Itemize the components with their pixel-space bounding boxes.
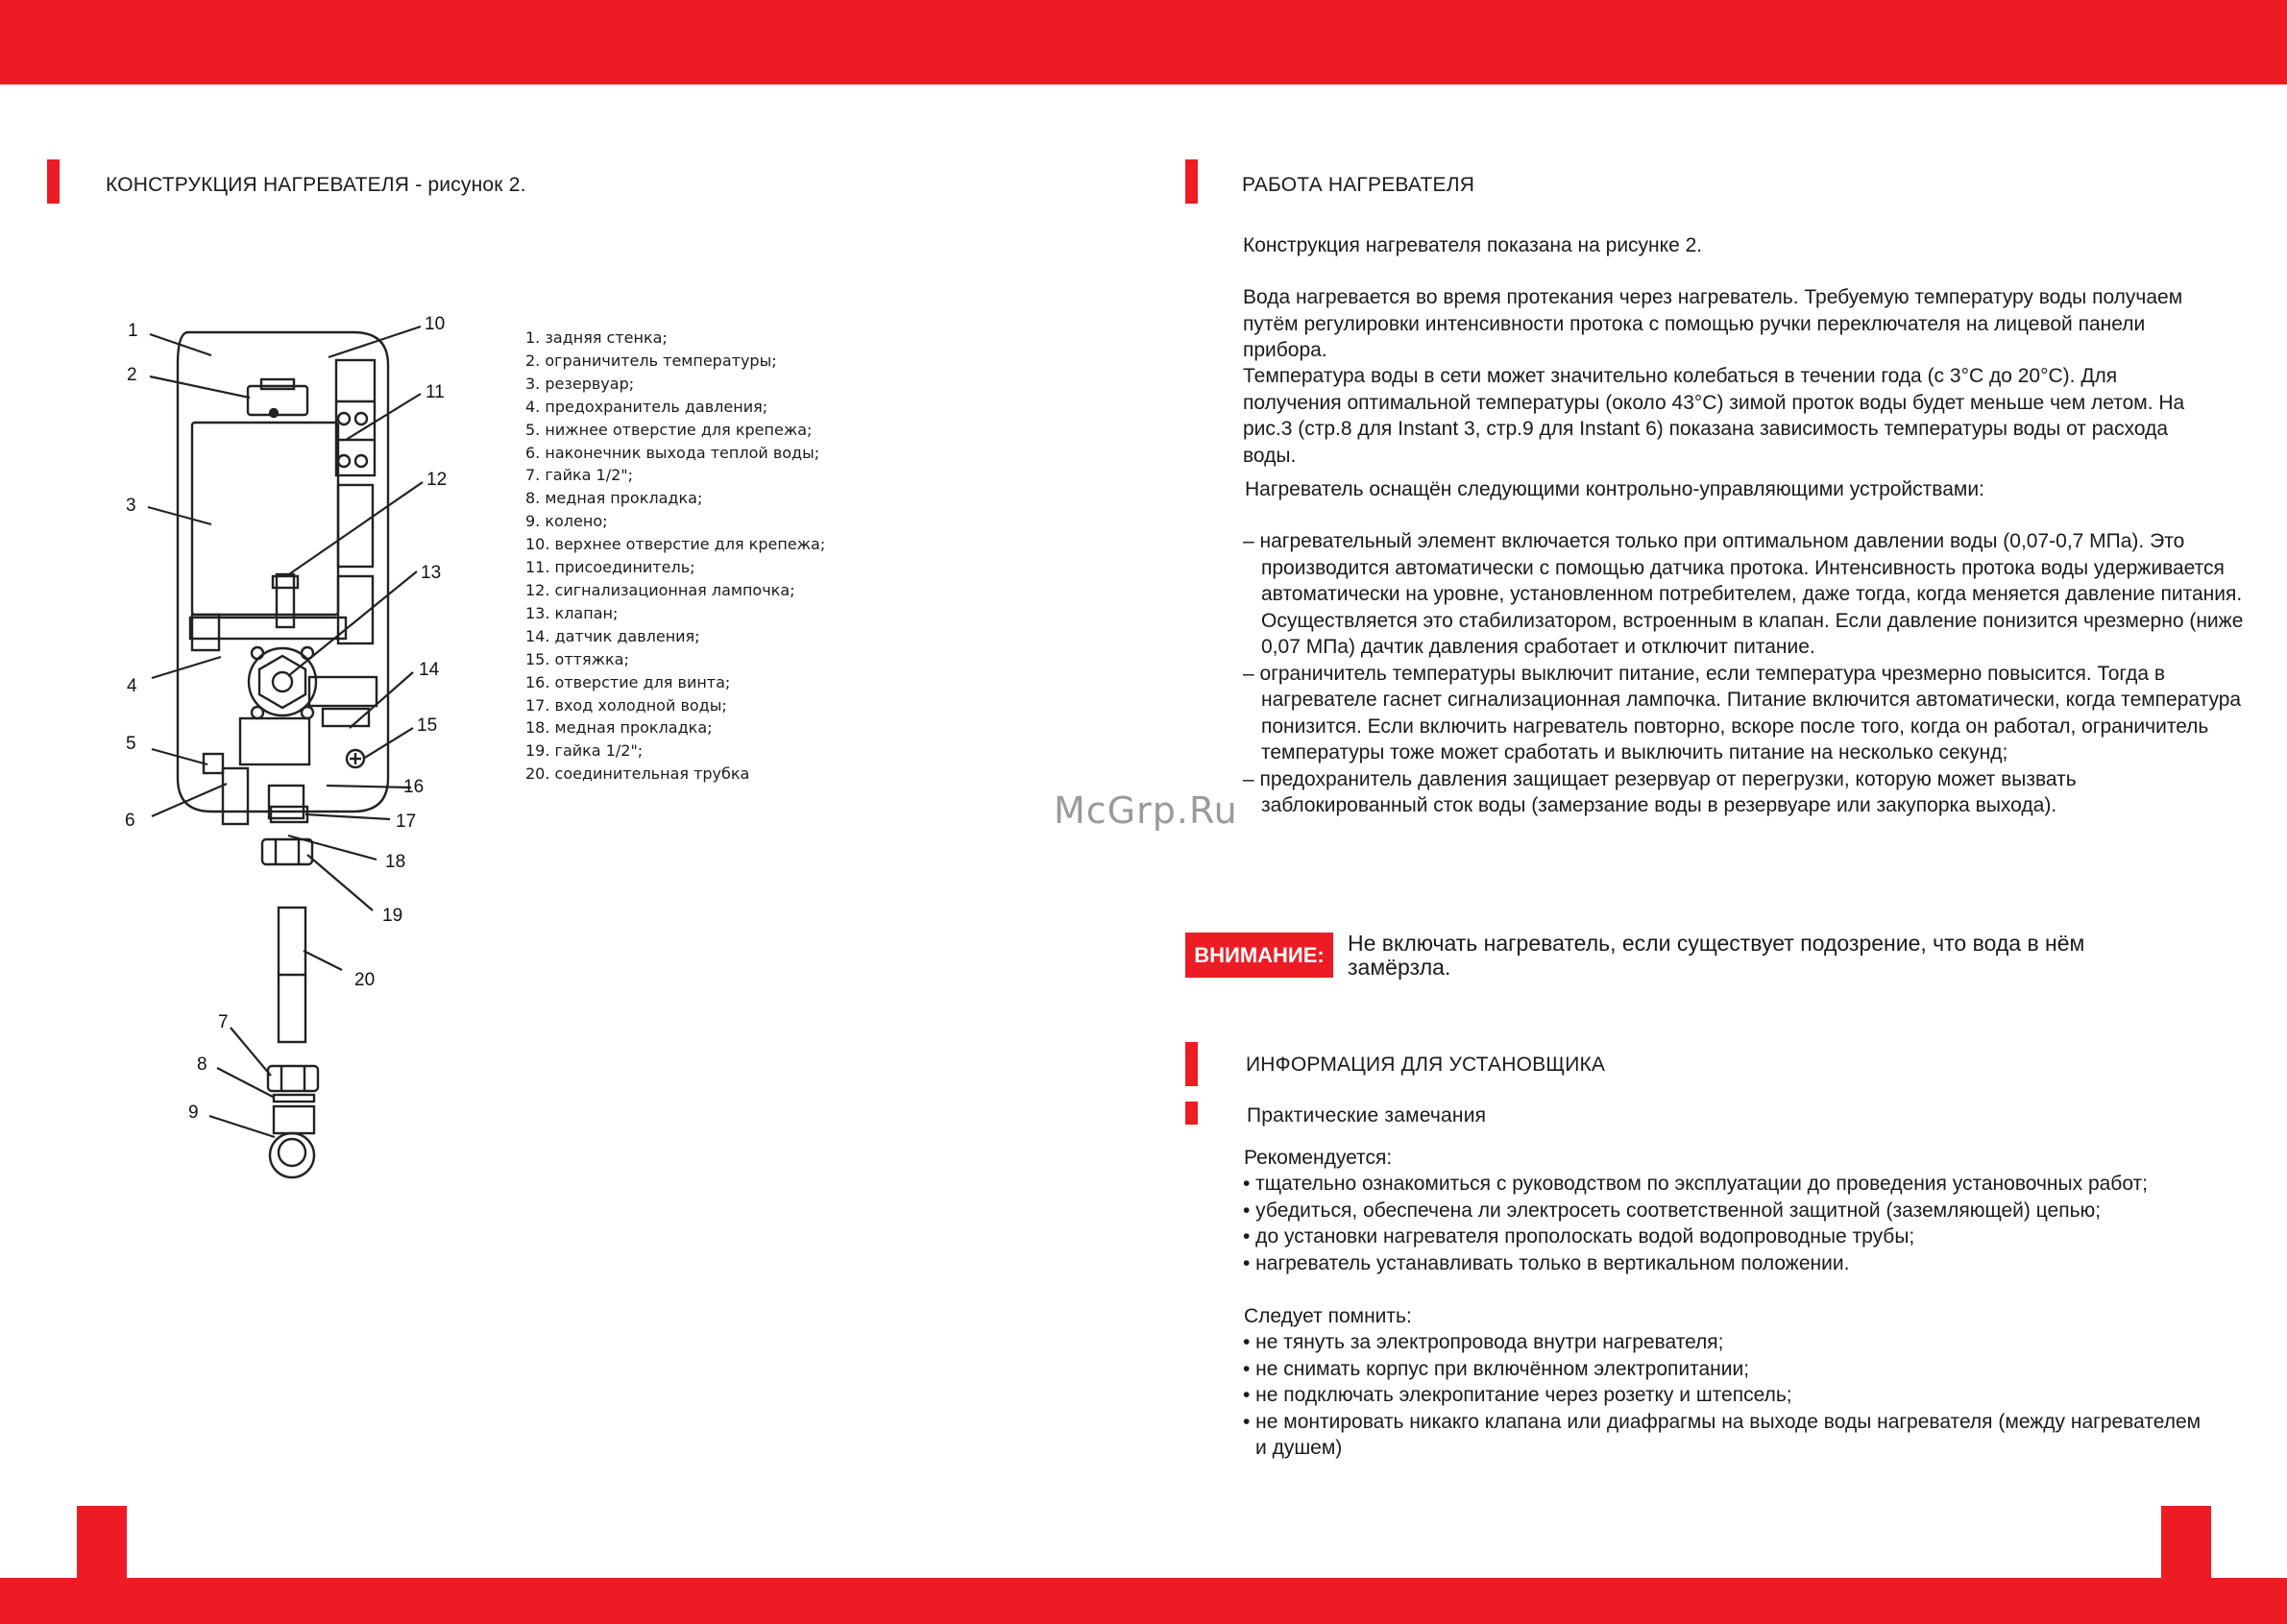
recommend-item: • до установки нагревателя прополоскать водой водопроводные трубы; (1243, 1225, 1915, 1248)
legend-item: 15. оттяжка; (525, 649, 629, 668)
operation-paragraph-2: Температура воды в сети может значительно колебаться в течении года (с 3°C до 20°C). Для получения оптимальной температуры (около 43°C) зимой проток воды будет меньше чем летом. На рис.3 (стр.8 для Instant 3, стр.9 для Instant 6) показана зависимость температуры воды от расхода воды. (1243, 365, 2185, 467)
legend-item: 7. гайка 1/2"; (525, 466, 634, 485)
diagram-label-8: 8 (197, 1054, 207, 1075)
bottom-red-band (0, 1578, 2287, 1624)
legend-item: 11. присоединитель; (525, 558, 695, 577)
legend-item: 3. резервуар; (525, 374, 635, 393)
recommend-item: • убедиться, обеспечена ли электросеть соответственной защитной (заземляющей) цепью; (1243, 1199, 2102, 1222)
diagram-label-4: 4 (127, 676, 137, 696)
legend-item: 16. отверстие для винта; (525, 672, 731, 691)
device-item: – предохранитель давления защищает резервуар от перегрузки, которую может вызвать заблокированный сток воды (замерзание воды в резервуаре или закупорка выхода). (1243, 767, 2077, 816)
device-item: – нагревательный элемент включается только при оптимальном давлении воды (0,07-0,7 МПа). Это производится автоматически с помощью датчика протока. Интенсивность протока воды удерживается автоматически на уровне, установленном потребителем, даже тогда, когда меняется давление питания. Осуществляется это стабилизатором, встроенным в клапан. Если давление понизится чрезмерно (ниже 0,07 МПа) дачтик давления сработает и отключит питание. (1243, 530, 2244, 658)
section-marker (1185, 159, 1198, 204)
remember-item: • не снимать корпус при включённом электропитании; (1243, 1357, 1750, 1380)
subsection-marker (1185, 1102, 1198, 1125)
practical-notes-subheading: Практические замечания (1247, 1104, 1487, 1127)
remember-item: • не подключать элекропитание через розетку и штепсель; (1243, 1384, 1792, 1406)
legend-item: 4. предохранитель давления; (525, 397, 768, 416)
operation-paragraph-1: Вода нагревается во время протекания через нагреватель. Требуемую температуру воды получаем путём регулировки интенсивности протока с помощью ручки переключателя на лицевой панели прибора. (1243, 286, 2183, 361)
parts-legend (525, 327, 825, 786)
legend-item: 6. наконечник выхода теплой воды; (525, 443, 820, 462)
diagram-label-16: 16 (403, 777, 425, 797)
diagram-label-6: 6 (125, 811, 135, 831)
legend-item: 18. медная прокладка; (525, 718, 713, 738)
diagram-label-20: 20 (354, 970, 376, 990)
recommend-title: Рекомендуется: (1244, 1147, 1393, 1169)
installer-heading: ИНФОРМАЦИЯ ДЛЯ УСТАНОВЩИКА (1246, 1054, 1606, 1076)
remember-list (1243, 1329, 2213, 1462)
legend-item: 12. сигнализационная лампочка; (525, 580, 795, 599)
legend-item: 10. верхнее отверстие для крепежа; (525, 535, 826, 554)
diagram-label-13: 13 (421, 563, 442, 583)
heater-diagram (0, 0, 499, 1200)
legend-item: 19. гайка 1/2"; (525, 741, 644, 761)
remember-item: • не монтировать никакго клапана или диафрагмы на выходе воды нагревателя (между нагревателем и душем) (1243, 1410, 2202, 1459)
recommend-item: • нагреватель устанавливать только в вертикальном положении. (1243, 1251, 1850, 1274)
remember-title: Следует помнить: (1244, 1305, 1412, 1327)
diagram-label-9: 9 (188, 1103, 199, 1123)
diagram-label-17: 17 (396, 812, 417, 832)
section-marker (1185, 1042, 1198, 1086)
construction-heading: КОНСТРУКЦИЯ НАГРЕВАТЕЛЯ - рисунок 2. (106, 174, 526, 196)
diagram-label-3: 3 (126, 496, 136, 516)
diagram-label-7: 7 (218, 1012, 229, 1032)
diagram-label-15: 15 (417, 715, 438, 736)
diagram-label-18: 18 (385, 852, 406, 872)
watermark: McGrp.Ru (1054, 789, 1238, 832)
legend-item: 1. задняя стенка; (525, 328, 668, 347)
recommend-item: • тщательно ознакомиться с руководством по эксплуатации до проведения установочных работ; (1243, 1173, 2148, 1195)
legend-item: 2. ограничитель температуры; (525, 351, 777, 370)
warning-text: Не включать нагреватель, если существует подозрение, что вода в нём замёрзла. (1348, 931, 2085, 980)
legend-item: 17. вход холодной воды; (525, 695, 727, 715)
diagram-label-12: 12 (426, 470, 448, 490)
device-item: – ограничитель температуры выключит питание, если температура чрезмерно повысится. Тогда в нагревателе гаснет сигнализационная лампочка. Питание включится автоматически, когда температура понизится. Если включить нагреватель повторно, вскоре после того, когда он работал, ограничитель температуры тоже может сработать и выключить питание на несколько секунд; (1243, 662, 2242, 764)
diagram-label-14: 14 (419, 660, 440, 680)
legend-item: 9. колено; (525, 512, 608, 531)
work-heading: РАБОТА НАГРЕВАТЕЛЯ (1242, 174, 1475, 196)
bottom-left-tab (77, 1506, 127, 1583)
devices-intro: Нагреватель оснащён следующими контрольно-управляющими устройствами: (1245, 478, 1984, 500)
intro-paragraph: Конструкция нагревателя показана на рисунке 2. (1243, 234, 1703, 256)
control-devices-list (1243, 528, 2247, 819)
recommend-list (1243, 1171, 2247, 1276)
diagram-label-1: 1 (128, 321, 138, 341)
legend-item: 13. клапан; (525, 603, 619, 622)
legend-item: 14. датчик давления; (525, 626, 700, 645)
warning-badge: ВНИМАНИЕ: (1185, 933, 1333, 978)
legend-item: 5. нижнее отверстие для крепежа; (525, 420, 813, 439)
diagram-label-5: 5 (126, 734, 136, 754)
diagram-label-11: 11 (426, 382, 445, 402)
remember-item: • не тянуть за электропровода внутри нагревателя; (1243, 1331, 1724, 1353)
legend-item: 8. медная прокладка; (525, 489, 703, 508)
bottom-right-tab (2161, 1506, 2211, 1583)
diagram-label-2: 2 (127, 365, 137, 385)
diagram-label-10: 10 (425, 314, 446, 334)
diagram-label-19: 19 (382, 906, 403, 926)
legend-item: 20. соединительная трубка (525, 764, 750, 784)
